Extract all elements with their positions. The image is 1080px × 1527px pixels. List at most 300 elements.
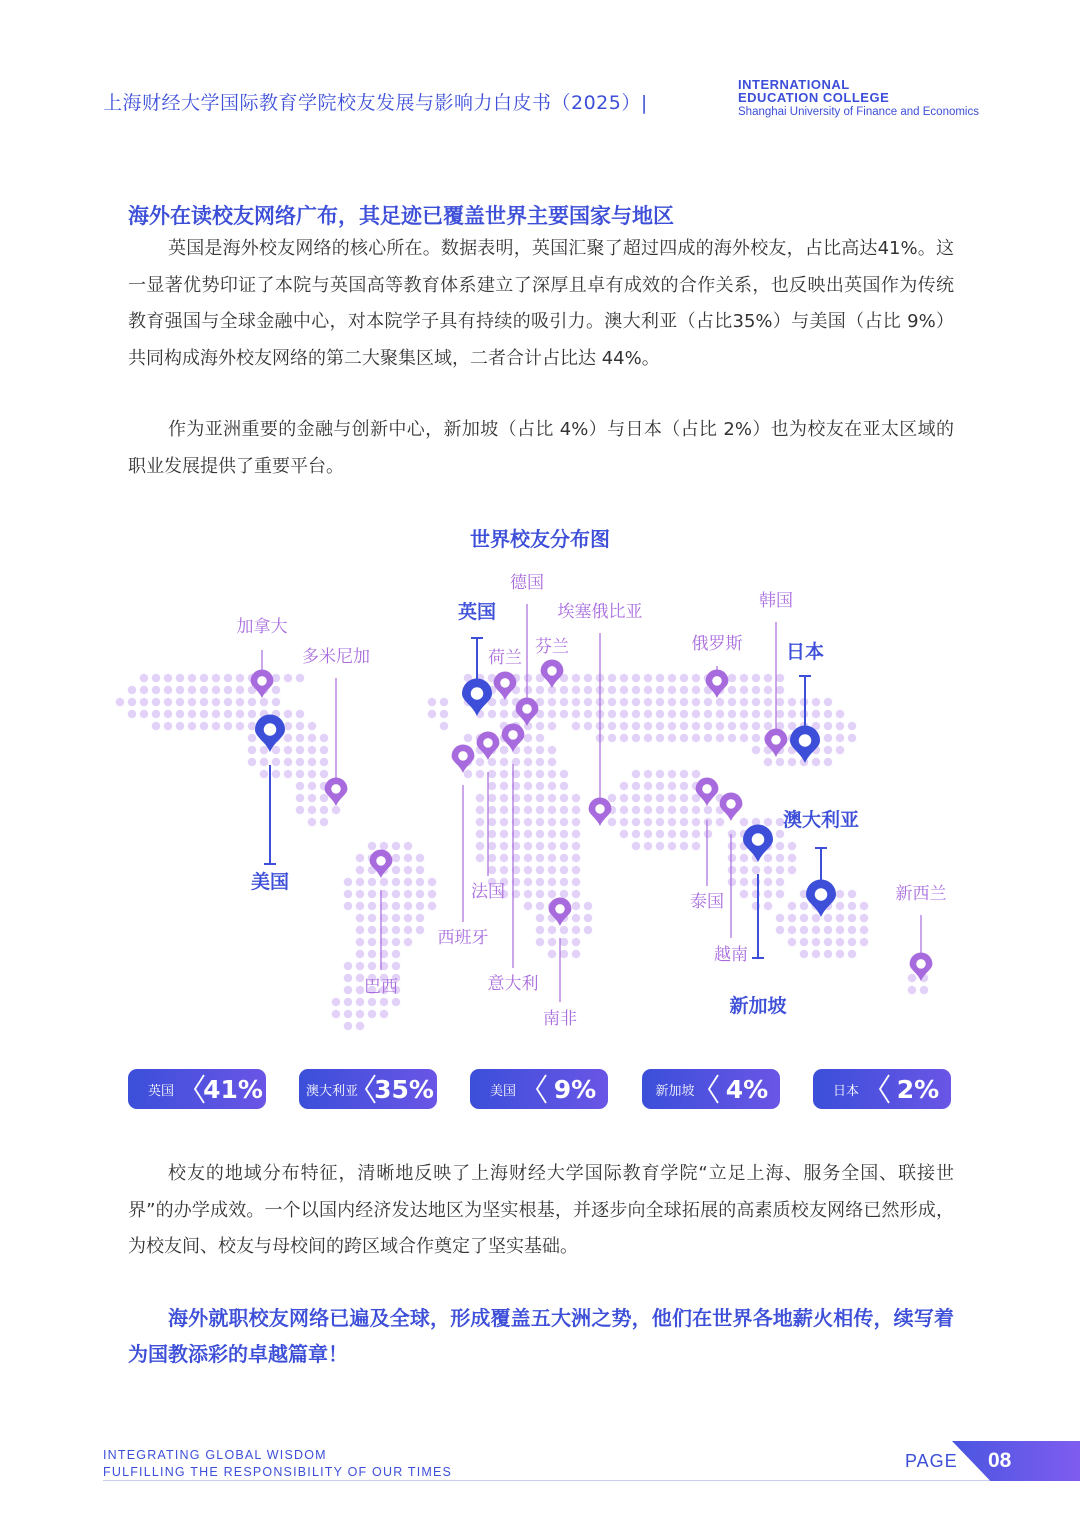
- map-dot: [368, 998, 377, 1007]
- map-dot: [392, 878, 401, 887]
- map-dot: [392, 842, 401, 851]
- map-dot: [500, 866, 509, 875]
- map-dot: [584, 686, 593, 695]
- map-dot: [692, 842, 701, 851]
- map-dot: [260, 746, 269, 755]
- map-dot: [572, 842, 581, 851]
- map-dot: [536, 818, 545, 827]
- map-dot: [296, 734, 305, 743]
- map-dot: [572, 698, 581, 707]
- map-dot: [200, 686, 209, 695]
- map-dot: [488, 854, 497, 863]
- map-dot: [728, 830, 737, 839]
- map-dot: [428, 878, 437, 887]
- map-dot: [236, 722, 245, 731]
- map-dot: [572, 830, 581, 839]
- map-dot: [704, 830, 713, 839]
- map-dot: [560, 926, 569, 935]
- map-dot: [212, 686, 221, 695]
- map-dot: [392, 854, 401, 863]
- map-dot: [608, 722, 617, 731]
- map-dot: [488, 770, 497, 779]
- map-dot: [692, 698, 701, 707]
- map-dot: [296, 794, 305, 803]
- map-dot: [488, 710, 497, 719]
- map-dot: [284, 770, 293, 779]
- map-dot: [608, 674, 617, 683]
- map-dot: [320, 746, 329, 755]
- map-dot: [728, 710, 737, 719]
- map-dot: [344, 878, 353, 887]
- map-dot: [200, 674, 209, 683]
- map-dot: [812, 950, 821, 959]
- map-dot: [848, 902, 857, 911]
- stat-value: 4%: [725, 1074, 769, 1104]
- map-dot: [848, 914, 857, 923]
- map-dot: [272, 770, 281, 779]
- map-dot: [788, 758, 797, 767]
- map-dot: [740, 818, 749, 827]
- map-dot: [728, 686, 737, 695]
- map-dot: [392, 866, 401, 875]
- map-dot: [224, 722, 233, 731]
- map-dot: [164, 710, 173, 719]
- map-dot: [536, 806, 545, 815]
- map-dot: [248, 758, 257, 767]
- map-dot: [728, 842, 737, 851]
- map-dot: [740, 866, 749, 875]
- map-dot: [776, 878, 785, 887]
- map-dot: [728, 674, 737, 683]
- map-dot: [476, 854, 485, 863]
- map-dot: [500, 818, 509, 827]
- map-dot: [356, 1010, 365, 1019]
- map-dot: [560, 938, 569, 947]
- map-dot: [656, 710, 665, 719]
- map-dot: [524, 818, 533, 827]
- map-dot: [788, 842, 797, 851]
- map-dot: [836, 710, 845, 719]
- map-dot: [680, 842, 689, 851]
- map-dot: [608, 794, 617, 803]
- map-dot: [740, 722, 749, 731]
- document-title: 上海财经大学国际教育学院校友发展与影响力白皮书（2025）|: [103, 92, 648, 114]
- map-dot: [536, 890, 545, 899]
- map-dot: [560, 794, 569, 803]
- map-dot: [644, 806, 653, 815]
- logo-line-1: INTERNATIONAL: [738, 77, 850, 92]
- map-dot: [176, 698, 185, 707]
- map-dot: [824, 914, 833, 923]
- map-dot: [116, 698, 125, 707]
- pin-center-dot: [726, 799, 736, 809]
- map-dot: [692, 806, 701, 815]
- stat-label: 美国: [489, 1083, 516, 1099]
- map-dot: [368, 842, 377, 851]
- map-dot: [704, 722, 713, 731]
- map-dot: [356, 1022, 365, 1031]
- stat-pill-singapore: [642, 1069, 780, 1109]
- map-dot: [536, 854, 545, 863]
- map-dot: [776, 890, 785, 899]
- country-label: 法国: [471, 882, 505, 902]
- college-logo: [738, 78, 979, 118]
- map-labels: [237, 573, 947, 1029]
- map-dot: [668, 674, 677, 683]
- map-dot: [560, 950, 569, 959]
- map-dot: [524, 830, 533, 839]
- map-dot: [728, 734, 737, 743]
- map-dot: [548, 746, 557, 755]
- map-dot: [920, 986, 929, 995]
- map-dot: [644, 734, 653, 743]
- map-dot: [788, 722, 797, 731]
- map-dot: [668, 842, 677, 851]
- map-dot: [368, 950, 377, 959]
- country-label: 越南: [714, 945, 748, 965]
- map-dot: [308, 794, 317, 803]
- map-dot: [500, 710, 509, 719]
- map-dot: [680, 698, 689, 707]
- map-dot: [488, 818, 497, 827]
- map-dot: [488, 842, 497, 851]
- map-dot: [740, 674, 749, 683]
- map-dot: [848, 950, 857, 959]
- map-dot: [608, 698, 617, 707]
- map-dot: [296, 782, 305, 791]
- country-label: 芬兰: [535, 637, 569, 657]
- map-dot: [608, 734, 617, 743]
- map-dot: [692, 734, 701, 743]
- map-dot: [500, 830, 509, 839]
- map-dot: [560, 890, 569, 899]
- map-dot: [188, 686, 197, 695]
- map-dot: [476, 770, 485, 779]
- pin-center-dot: [815, 888, 828, 901]
- map-dot: [620, 830, 629, 839]
- map-dot: [848, 890, 857, 899]
- map-dot: [296, 770, 305, 779]
- map-dot: [692, 686, 701, 695]
- stat-label: 新加坡: [655, 1083, 695, 1099]
- map-dot: [416, 926, 425, 935]
- map-dot: [356, 854, 365, 863]
- country-label: 加拿大: [236, 617, 288, 637]
- map-dot: [392, 938, 401, 947]
- pin-center-dot: [547, 666, 557, 676]
- map-dot: [476, 818, 485, 827]
- map-dot: [764, 902, 773, 911]
- map-dot: [656, 842, 665, 851]
- map-dot: [416, 854, 425, 863]
- map-dot: [692, 722, 701, 731]
- map-dot: [224, 686, 233, 695]
- map-dot: [536, 938, 545, 947]
- country-label: 埃塞俄比亚: [557, 602, 643, 622]
- map-dot: [548, 890, 557, 899]
- map-dot: [524, 890, 533, 899]
- map-dot: [560, 854, 569, 863]
- map-dot: [188, 722, 197, 731]
- map-dot: [620, 674, 629, 683]
- map-dot: [368, 878, 377, 887]
- map-dot: [584, 722, 593, 731]
- map-dot: [680, 686, 689, 695]
- map-dot: [812, 926, 821, 935]
- map-dot: [488, 866, 497, 875]
- map-dot: [620, 806, 629, 815]
- paragraph-asia: 作为亚洲重要的金融与创新中心，新加坡（占比 4%）与日本（占比 2%）也为校友在亚太区域的职业发展提供了重要平台。: [128, 419, 954, 477]
- map-dot: [260, 758, 269, 767]
- country-label: 德国: [510, 573, 544, 593]
- map-dot: [752, 698, 761, 707]
- country-label: 泰国: [690, 892, 724, 912]
- map-dot: [752, 722, 761, 731]
- map-dot: [572, 674, 581, 683]
- map-dot: [752, 686, 761, 695]
- map-dot: [824, 722, 833, 731]
- map-dot: [128, 686, 137, 695]
- map-dot: [800, 938, 809, 947]
- map-dot: [308, 758, 317, 767]
- map-dot: [572, 938, 581, 947]
- map-dot: [656, 734, 665, 743]
- map-dot: [740, 734, 749, 743]
- map-dot: [548, 950, 557, 959]
- map-dot: [812, 914, 821, 923]
- map-dot: [476, 830, 485, 839]
- map-dot: [380, 878, 389, 887]
- map-dot: [368, 890, 377, 899]
- map-dot: [500, 782, 509, 791]
- map-dot: [572, 878, 581, 887]
- map-dot: [776, 842, 785, 851]
- map-dot: [620, 722, 629, 731]
- map-dot: [344, 998, 353, 1007]
- map-dot: [776, 926, 785, 935]
- map-dot: [572, 926, 581, 935]
- map-dot: [272, 686, 281, 695]
- pin-center-dot: [471, 687, 484, 700]
- map-dot: [644, 782, 653, 791]
- map-dot: [404, 890, 413, 899]
- map-dot: [524, 686, 533, 695]
- map-dot: [764, 866, 773, 875]
- map-dot: [692, 710, 701, 719]
- map-dot: [404, 914, 413, 923]
- map-dot: [740, 854, 749, 863]
- map-dot: [536, 878, 545, 887]
- map-dot: [332, 1010, 341, 1019]
- map-dot: [632, 698, 641, 707]
- map-dot: [656, 698, 665, 707]
- map-dot: [704, 734, 713, 743]
- map-dot: [536, 770, 545, 779]
- map-dot: [332, 998, 341, 1007]
- map-dot: [572, 854, 581, 863]
- map-dot: [656, 818, 665, 827]
- map-dot: [656, 782, 665, 791]
- map-dot: [224, 710, 233, 719]
- map-dot: [800, 950, 809, 959]
- map-dot: [788, 698, 797, 707]
- pin-center-dot: [376, 856, 386, 866]
- map-dot: [272, 758, 281, 767]
- map-dot: [824, 734, 833, 743]
- map-dot: [536, 734, 545, 743]
- map-dot: [308, 782, 317, 791]
- map-dot: [284, 734, 293, 743]
- map-dot: [836, 926, 845, 935]
- map-dot: [260, 770, 269, 779]
- map-dot: [776, 866, 785, 875]
- map-dot: [308, 806, 317, 815]
- map-dot: [536, 746, 545, 755]
- map-dot: [404, 842, 413, 851]
- map-dot: [488, 782, 497, 791]
- paragraph-uk: 英国是海外校友网络的核心所在。数据表明，英国汇聚了超过四成的海外校友，占比高达41%。这一显著优势印证了本院与英国高等教育体系建立了深厚且卓有成效的合作关系，也反映出英国作为传统教育强国与全球金融中心，对本院学子具有持续的吸引力。澳大利亚（占比35%）与美国（占比 9%）共同构成海外校友网络的第二大聚集区域，二者合计占比达 44%。: [128, 238, 954, 369]
- map-dot: [536, 782, 545, 791]
- map-dot: [476, 794, 485, 803]
- country-label: 俄罗斯: [691, 634, 743, 654]
- map-dot: [416, 902, 425, 911]
- pin-center-dot: [257, 676, 267, 686]
- map-dot: [428, 710, 437, 719]
- map-dot: [548, 830, 557, 839]
- logo-line-2: EDUCATION COLLEGE: [738, 90, 890, 105]
- map-dot: [680, 770, 689, 779]
- map-dot: [836, 722, 845, 731]
- map-dot: [860, 902, 869, 911]
- country-label: 日本: [785, 641, 825, 663]
- map-dot: [320, 818, 329, 827]
- map-dot: [632, 674, 641, 683]
- map-dot: [788, 914, 797, 923]
- map-dot: [704, 818, 713, 827]
- map-dot: [644, 818, 653, 827]
- map-dot: [284, 746, 293, 755]
- map-dot: [692, 770, 701, 779]
- map-dot: [296, 710, 305, 719]
- map-dot: [668, 722, 677, 731]
- map-dot: [716, 698, 725, 707]
- map-dot: [188, 674, 197, 683]
- map-dot: [848, 734, 857, 743]
- map-dot: [776, 758, 785, 767]
- map-dot: [368, 914, 377, 923]
- map-dot: [584, 902, 593, 911]
- map-dot: [404, 926, 413, 935]
- map-dot: [152, 674, 161, 683]
- map-dot: [536, 842, 545, 851]
- page-label: PAGE: [905, 1451, 958, 1471]
- map-dot: [740, 710, 749, 719]
- map-dot: [356, 998, 365, 1007]
- map-dot: [752, 878, 761, 887]
- map-dot: [440, 710, 449, 719]
- map-dot: [836, 902, 845, 911]
- map-dot: [356, 878, 365, 887]
- map-dot: [140, 710, 149, 719]
- map-dot: [680, 782, 689, 791]
- map-dot: [656, 722, 665, 731]
- map-dot: [548, 866, 557, 875]
- map-dot: [296, 674, 305, 683]
- map-dot: [644, 674, 653, 683]
- map-dot: [680, 794, 689, 803]
- map-dot: [680, 734, 689, 743]
- map-dot: [548, 842, 557, 851]
- map-dot: [752, 746, 761, 755]
- map-dot: [152, 698, 161, 707]
- pin-center-dot: [712, 676, 722, 686]
- map-dot: [728, 698, 737, 707]
- map-dot: [680, 806, 689, 815]
- map-dot: [248, 734, 257, 743]
- map-dot: [164, 698, 173, 707]
- map-dot: [716, 818, 725, 827]
- map-dot: [752, 902, 761, 911]
- map-dot: [764, 686, 773, 695]
- map-dot: [704, 806, 713, 815]
- country-label: 美国: [250, 871, 290, 893]
- stat-pill-usa: [470, 1069, 608, 1109]
- map-dot: [548, 926, 557, 935]
- map-dot: [716, 734, 725, 743]
- map-dot: [752, 674, 761, 683]
- map-dot: [812, 758, 821, 767]
- map-dot: [836, 938, 845, 947]
- map-dot: [380, 1010, 389, 1019]
- map-dot: [788, 866, 797, 875]
- map-dot: [548, 710, 557, 719]
- map-dot: [536, 902, 545, 911]
- map-dot: [308, 734, 317, 743]
- pin-center-dot: [458, 751, 468, 761]
- map-dot: [584, 914, 593, 923]
- map-dot: [644, 710, 653, 719]
- map-dot: [524, 734, 533, 743]
- map-dot: [704, 710, 713, 719]
- map-dot: [560, 878, 569, 887]
- map-dot: [488, 806, 497, 815]
- map-dot: [368, 938, 377, 947]
- map-dot: [296, 758, 305, 767]
- map-dot: [536, 722, 545, 731]
- map-dot: [548, 782, 557, 791]
- map-dot: [188, 698, 197, 707]
- map-dot: [620, 794, 629, 803]
- pin-center-dot: [595, 804, 605, 814]
- map-dot: [560, 830, 569, 839]
- map-dot: [584, 926, 593, 935]
- map-dot: [656, 794, 665, 803]
- map-dot: [836, 890, 845, 899]
- pin-center-dot: [771, 735, 781, 745]
- pin-center-dot: [752, 833, 765, 846]
- page-number: 08: [988, 1449, 1012, 1472]
- map-dot: [788, 902, 797, 911]
- map-dot: [212, 698, 221, 707]
- country-label: 新加坡: [729, 995, 787, 1017]
- map-dot: [416, 890, 425, 899]
- map-dot: [632, 818, 641, 827]
- map-dot: [680, 830, 689, 839]
- map-dot: [356, 914, 365, 923]
- map-dot: [524, 794, 533, 803]
- map-dot: [176, 674, 185, 683]
- map-dot: [428, 698, 437, 707]
